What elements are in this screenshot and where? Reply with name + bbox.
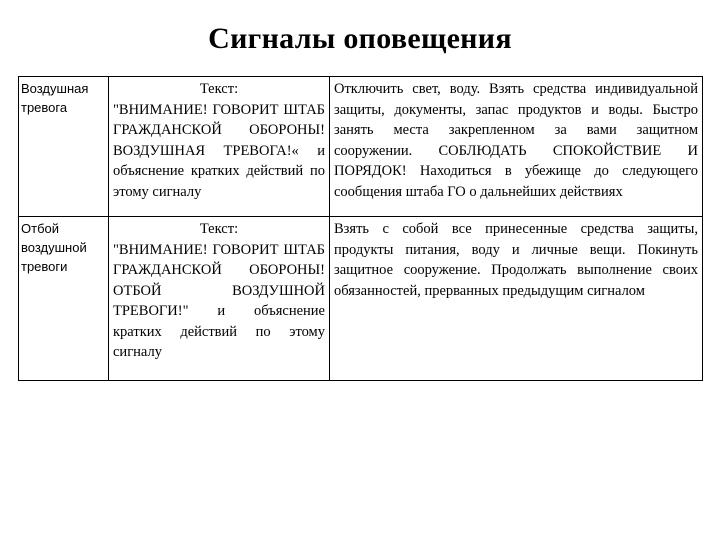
signal-text-label: Текст:	[199, 81, 239, 97]
signal-action-cell: Взять с собой все принесенные средства защиты, продукты питания, воду и личные вещи. Покинуть защитное сооружение. Продолжать выполнение своих обязанностей, прерванных предыдущим сигналом	[330, 217, 703, 381]
signal-name-cell	[19, 217, 109, 381]
signal-name-line: Воздушная	[21, 81, 89, 96]
signal-name-line: Отбой	[21, 221, 60, 236]
signal-text-label: Текст:	[199, 221, 239, 237]
signal-name-line: воздушной	[21, 240, 87, 255]
slide-title: Сигналы оповещения	[208, 22, 512, 55]
table-row-all-clear	[19, 217, 703, 381]
signal-text-cell	[109, 217, 330, 381]
signal-action-cell: Отключить свет, воду. Взять средства индивидуальной защиты, документы, запас продуктов и воды. Быстро занять места закрепленном за вами защитном сооружении. СОБЛЮДАТЬ СПОКОЙСТВИЕ И ПОРЯДОК! Находиться в убежище до следующего сообщения штаба ГО о дальнейших действиях	[330, 77, 703, 217]
signals-table	[18, 76, 703, 381]
signal-name-line: тревога	[21, 100, 68, 115]
signal-name-line: тревоги	[21, 259, 68, 274]
signal-name-cell	[19, 77, 109, 217]
signal-text-cell	[109, 77, 330, 217]
table-row-air-raid-alarm	[19, 77, 703, 217]
signal-text-body: "ВНИМАНИЕ! ГОВОРИТ ШТАБ ГРАЖДАНСКОЙ ОБОРОНЫ! ВОЗДУШНАЯ ТРЕВОГА!« и объяснение кратких действий по этому сигналу	[113, 101, 325, 200]
signal-text-body: "ВНИМАНИЕ! ГОВОРИТ ШТАБ ГРАЖДАНСКОЙ ОБОРОНЫ! ОТБОЙ ВОЗДУШНОЙ ТРЕВОГИ!" и объяснение кратких действий по этому сигналу	[113, 241, 325, 360]
